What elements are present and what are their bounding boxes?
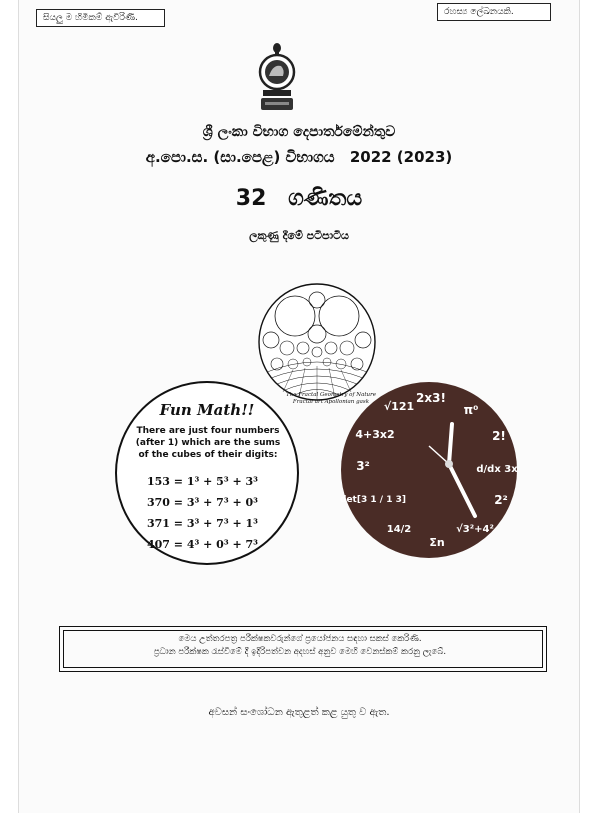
- clock-label-7: 14/2: [386, 524, 412, 535]
- fun-math-circle: [115, 381, 299, 565]
- department-name: ශ්‍රී ලංකා විභාග දෙපාර්තමේන්තුව: [202, 124, 396, 140]
- footer-note: අවසන් සංශෝධන ඇතුළත් කළ යුතු ව ඇත.: [208, 707, 390, 718]
- clock-label-2: 2!: [492, 429, 506, 443]
- marking-scheme-label: ලකුණු දීමේ පටිපාටිය: [249, 229, 349, 242]
- fun-math-equation: 371 = 3³ + 7³ + 1³: [147, 517, 259, 530]
- national-emblem-icon: [257, 42, 297, 114]
- clock-label-3: d/dx 3x: [476, 464, 518, 475]
- fun-math-equation: 370 = 3³ + 7³ + 0³: [147, 496, 259, 509]
- exam-page: [18, 0, 580, 813]
- subject-code: 32: [235, 186, 267, 211]
- notice-line-1: මෙය උත්තරපත්‍ර පරීක්ෂකවරුන්ගේ ප්‍රයෝජනය සඳහා සකස් කෙරිණි.: [178, 634, 422, 644]
- fun-math-equation: 407 = 4³ + 0³ + 7³: [147, 538, 259, 551]
- clock-label-10: 4+3x2: [355, 428, 395, 441]
- notice-box: [59, 626, 547, 672]
- exam-title: [19, 148, 579, 166]
- fractal-caption-line1: The Fractal Geometry of Nature: [286, 392, 376, 398]
- notice-line-2: ප්‍රධාන පරීක්ෂක රැස්වීමේ දී ඉදිරිපත්වන අදහස් අනුව මෙහි වෙනස්කම් කරනු ලැබේ.: [153, 647, 447, 657]
- clock-label-8: det[3 1 / 1 3]: [340, 495, 406, 505]
- subject-title: [19, 186, 579, 211]
- confidential-tag: රහස්‍ය ලේඛනයකි.: [437, 3, 551, 21]
- clock-label-12: 2x3!: [416, 391, 446, 405]
- clock-label-1: π⁰: [463, 403, 479, 417]
- fractal-caption-line2: Fractal art Apollonian gask: [292, 399, 370, 405]
- clock-label-6: Σn: [429, 536, 445, 549]
- clock-label-4: 2²: [494, 493, 508, 507]
- fun-math-equation: 153 = 1³ + 5³ + 3³: [147, 475, 259, 488]
- fun-math-title: Fun Math!!: [159, 401, 255, 419]
- clock-label-9: 3²: [356, 459, 370, 473]
- clock-label-5: √3²+4²: [456, 524, 494, 535]
- fun-math-description: There are just four numbers (after 1) which are the sums of the cubes of their digits:: [135, 426, 281, 460]
- clock-center-pin: [445, 460, 453, 468]
- exam-name: අ.පො.ස. (සා.පෙළ) විභාගය: [145, 148, 335, 166]
- math-clock: [339, 380, 519, 560]
- copyright-tag: සියලු ම හිමිකම් ඇවිරිණි.: [36, 9, 165, 27]
- subject-name: ගණිතය: [288, 186, 363, 211]
- exam-year: 2022 (2023): [349, 148, 453, 166]
- clock-label-11: √121: [383, 400, 415, 413]
